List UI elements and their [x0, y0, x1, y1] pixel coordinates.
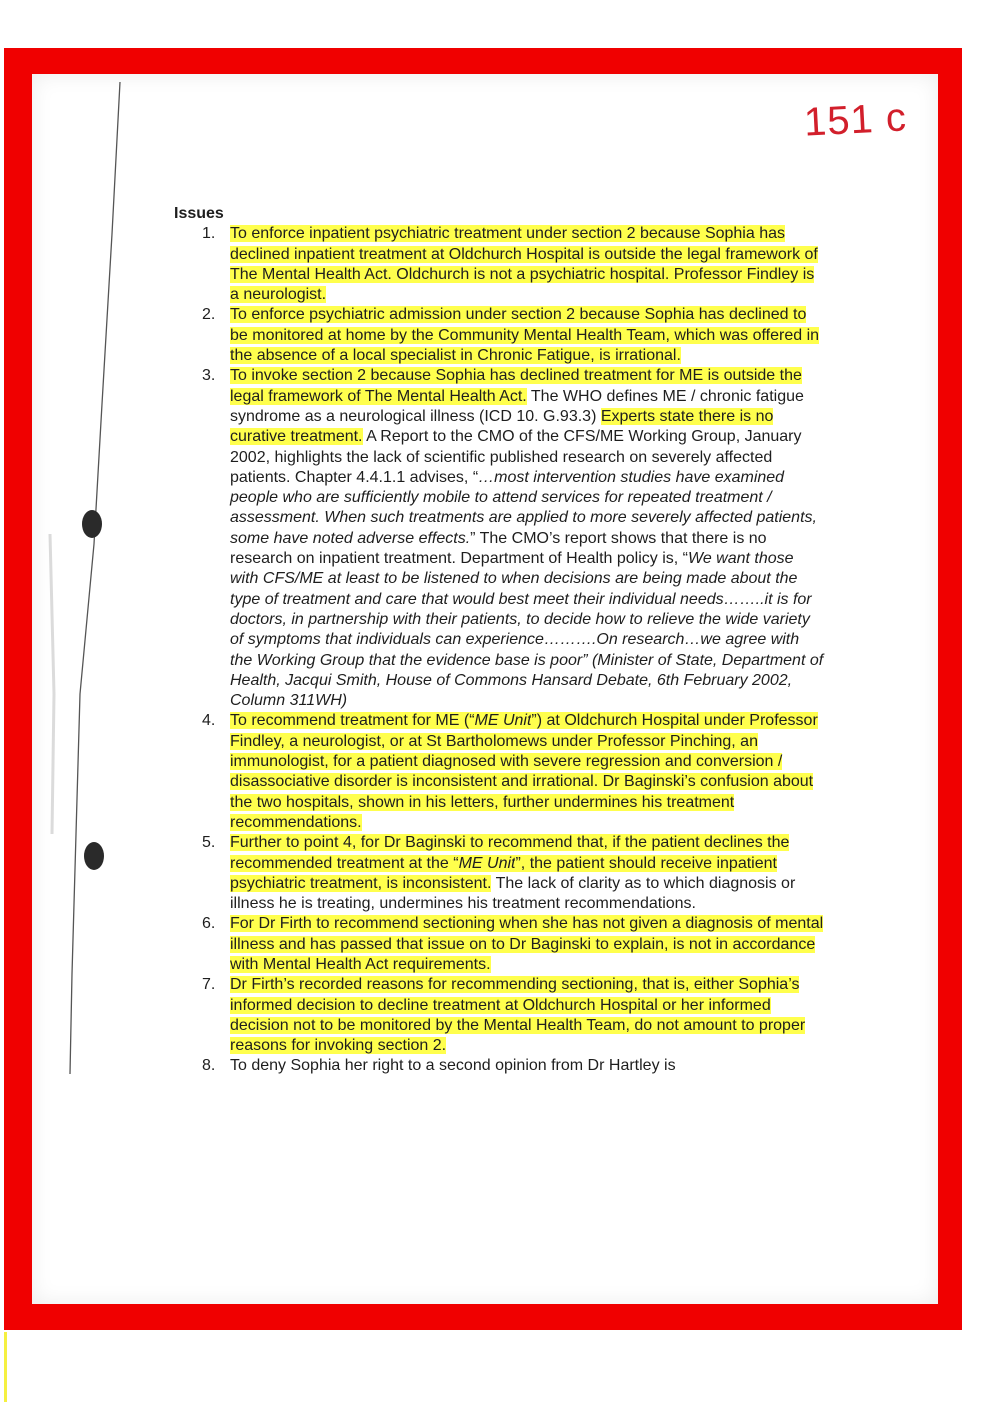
issues-heading: Issues [174, 205, 224, 222]
highlighted-text: ME Unit [474, 712, 532, 730]
punch-hole-top [82, 510, 102, 538]
punch-hole-bottom [84, 842, 104, 870]
issue-text: …most intervention studies have examined people who are sufficiently mobile to attend services for repeated treatment / assessment. When such treatments are applied to more severely affected patients, some have noted adverse effects. [230, 468, 817, 547]
issue-item [174, 711, 824, 833]
issue-item [174, 224, 824, 305]
issue-number: 6. [202, 915, 216, 933]
issues-list [174, 224, 824, 1076]
highlighted-text: To enforce inpatient psychiatric treatment under section 2 because Sophia has declined inpatient treatment at Oldchurch Hospital is outside the legal framework of The Mental Health Act. Oldchurch is not a psychiatric hospital. Professor Findley is a neurologist. [230, 225, 818, 304]
highlighted-text: ”, the patient should receive inpatient psychiatric treatment, is inconsistent. [230, 854, 777, 892]
highlighted-text: To recommend treatment for ME (“ [230, 712, 475, 730]
issue-text: The WHO defines ME / chronic fatigue syndrome as a neurological illness (ICD 10. G.93.3) [230, 387, 804, 425]
issue-item [174, 366, 824, 711]
issue-text: A Report to the CMO of the CFS/ME Working Group, January 2002, highlights the lack of scientific published research on severely affected patients. Chapter 4.4.1.1 advises, “ [230, 428, 802, 486]
issue-number: 1. [202, 225, 216, 243]
issue-number: 3. [202, 367, 216, 385]
highlighted-text: For Dr Firth to recommend sectioning when she has not given a diagnosis of mental illness and has passed that issue on to Dr Baginski to explain, is not in accordance with Mental Health Act requirements. [230, 915, 824, 973]
highlighted-text: Further to point 4, for Dr Baginski to recommend that, if the patient declines the recommended treatment at the “ [230, 834, 790, 872]
highlighted-text: To invoke section 2 because Sophia has declined treatment for ME is outside the legal framework of The Mental Health Act. [230, 367, 802, 405]
issue-text: The lack of clarity as to which diagnosis or illness he is treating, undermines his treatment recommendations. [230, 874, 796, 913]
issue-text: ” The CMO’s report shows that there is no research on inpatient treatment. Department of Health policy is, “ [230, 529, 767, 568]
issue-text: We want those with CFS/ME at least to be listened to when decisions are being made about the type of treatment and care that would best meet their individual needs……..it is for doctors, in partnership with their patients, to decide how to relieve the wide variety of symptoms that individuals can experience……….On research…we agree with the Working Group that the evidence base is poor [230, 550, 812, 669]
highlighted-text: To enforce psychiatric admission under section 2 because Sophia has declined to be monitored at home by the Community Mental Health Team, which was offered in the absence of a local specialist in Chronic Fatigue, is irrational. [230, 306, 820, 365]
issue-number: 8. [202, 1057, 216, 1075]
issue-number: 5. [202, 834, 216, 852]
issue-item [174, 1056, 824, 1076]
issue-item [174, 975, 824, 1056]
document-body [174, 204, 824, 1077]
issue-number: 2. [202, 306, 216, 324]
highlighted-text: Experts state there is no curative treatment. [230, 407, 774, 446]
highlighted-text: Dr Firth’s recorded reasons for recommending sectioning, that is, either Sophia’s informed decision to decline treatment at Oldchurch Hospital or her informed decision not to be monitored by the Mental Health Team, do not amount to proper reasons for invoking section 2. [230, 976, 806, 1055]
highlighted-text: ”) at Oldchurch Hospital under Professor Findley, a neurologist, or at St Bartholomews under Professor Pinching, an immunologist, for a patient diagnosed with severe regression and conversion / disassociative disorder is inconsistent and irrational. Dr Baginski’s confusion about the two hospitals, shown in his letters, further undermines his treatment recommendations. [230, 712, 818, 831]
issue-number: 4. [202, 712, 216, 730]
issue-number: 7. [202, 976, 216, 994]
issue-item [174, 305, 824, 366]
issue-item [174, 914, 824, 975]
issue-item [174, 833, 824, 914]
issue-text: ” (Minister of State, Department of Health, Jacqui Smith, House of Commons Hansard Debate, 6th February 2002, Column 311WH) [230, 651, 824, 710]
handwritten-page-number: 151 c [802, 95, 908, 145]
highlighted-text: ME Unit [458, 854, 516, 872]
page-fold-line [32, 74, 152, 1304]
scan-edge-mark [4, 1332, 7, 1402]
issue-text: To deny Sophia her right to a second opinion from Dr Hartley is [230, 1057, 676, 1075]
